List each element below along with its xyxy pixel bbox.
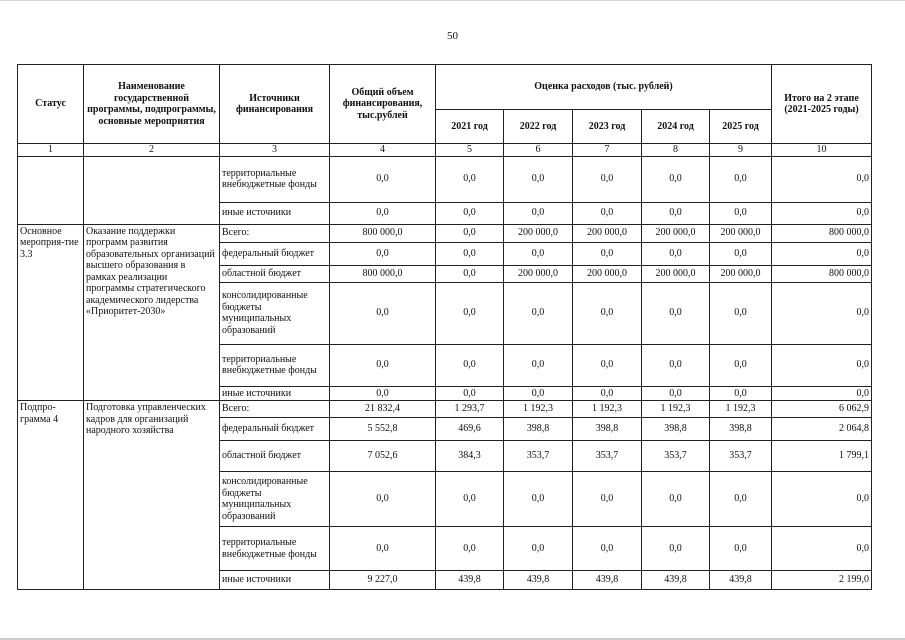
column-number: 7 [573, 144, 642, 157]
column-number: 2 [84, 144, 220, 157]
header-status: Статус [18, 65, 84, 144]
cell-stage-total: 0,0 [772, 344, 872, 386]
cell-year-value: 0,0 [573, 527, 642, 571]
header-stage-total: Итого на 2 этапе (2021-2025 годы) [772, 65, 872, 144]
cell-year-value: 0,0 [642, 242, 710, 265]
cell-year-value: 439,8 [642, 571, 710, 590]
cell-year-value: 1 192,3 [642, 401, 710, 418]
header-year: 2022 год [504, 110, 573, 144]
cell-source: иные источники [220, 202, 330, 224]
cell-year-value: 0,0 [436, 242, 504, 265]
column-number: 1 [18, 144, 84, 157]
header-year: 2025 год [710, 110, 772, 144]
cell-total: 800 000,0 [330, 265, 436, 282]
cell-status: Подпро-грамма 4 [18, 401, 84, 590]
cell-source: территориальные внебюджетные фонды [220, 344, 330, 386]
cell-year-value: 0,0 [573, 472, 642, 527]
cell-year-value: 398,8 [504, 418, 573, 441]
cell-year-value: 439,8 [710, 571, 772, 590]
cell-year-value: 0,0 [436, 527, 504, 571]
cell-year-value: 1 192,3 [573, 401, 642, 418]
cell-year-value: 0,0 [710, 344, 772, 386]
cell-year-value: 1 293,7 [436, 401, 504, 418]
cell-total: 0,0 [330, 386, 436, 401]
cell-year-value: 353,7 [504, 441, 573, 472]
cell-total: 0,0 [330, 344, 436, 386]
cell-source: иные источники [220, 386, 330, 401]
cell-year-value: 200 000,0 [710, 224, 772, 242]
cell-total: 0,0 [330, 242, 436, 265]
header-year: 2023 год [573, 110, 642, 144]
header-estimate: Оценка расходов (тыс. рублей) [436, 65, 772, 110]
cell-total: 7 052,6 [330, 441, 436, 472]
cell-stage-total: 0,0 [772, 527, 872, 571]
cell-stage-total: 0,0 [772, 242, 872, 265]
cell-stage-total: 0,0 [772, 202, 872, 224]
cell-year-value: 469,6 [436, 418, 504, 441]
column-number: 10 [772, 144, 872, 157]
column-number: 3 [220, 144, 330, 157]
column-number: 9 [710, 144, 772, 157]
cell-year-value: 200 000,0 [504, 265, 573, 282]
cell-year-value: 0,0 [573, 242, 642, 265]
cell-year-value: 0,0 [642, 386, 710, 401]
cell-year-value: 0,0 [573, 202, 642, 224]
table-row [18, 401, 872, 418]
column-number: 5 [436, 144, 504, 157]
scan-top-edge [0, 0, 905, 1]
cell-source: иные источники [220, 571, 330, 590]
cell-stage-total: 1 799,1 [772, 441, 872, 472]
table-row [18, 156, 872, 202]
cell-year-value: 0,0 [710, 242, 772, 265]
cell-year-value: 353,7 [642, 441, 710, 472]
cell-year-value: 0,0 [710, 156, 772, 202]
header-year: 2021 год [436, 110, 504, 144]
cell-year-value: 0,0 [710, 202, 772, 224]
cell-year-value: 439,8 [573, 571, 642, 590]
cell-year-value: 0,0 [504, 282, 573, 344]
cell-year-value: 200 000,0 [642, 265, 710, 282]
cell-source: территориальные внебюджетные фонды [220, 156, 330, 202]
budget-table [17, 64, 872, 590]
cell-program-name [84, 156, 220, 224]
cell-year-value: 0,0 [436, 156, 504, 202]
header-year: 2024 год [642, 110, 710, 144]
cell-year-value: 439,8 [504, 571, 573, 590]
cell-year-value: 0,0 [504, 344, 573, 386]
column-number: 6 [504, 144, 573, 157]
cell-source: федеральный бюджет [220, 418, 330, 441]
cell-status [18, 156, 84, 224]
cell-program-name: Оказание поддержки программ развития образовательных организаций высшего образования в рамках реализации программы стратегического академического лидерства «Приоритет-2030» [84, 224, 220, 401]
cell-year-value: 200 000,0 [504, 224, 573, 242]
cell-source: консолидированные бюджеты муниципальных образований [220, 282, 330, 344]
cell-year-value: 398,8 [573, 418, 642, 441]
column-number: 4 [330, 144, 436, 157]
cell-year-value: 0,0 [504, 242, 573, 265]
cell-total: 800 000,0 [330, 224, 436, 242]
cell-source: консолидированные бюджеты муниципальных образований [220, 472, 330, 527]
cell-total: 21 832,4 [330, 401, 436, 418]
cell-year-value: 200 000,0 [642, 224, 710, 242]
cell-year-value: 0,0 [642, 527, 710, 571]
cell-year-value: 0,0 [436, 202, 504, 224]
cell-stage-total: 6 062,9 [772, 401, 872, 418]
cell-year-value: 0,0 [573, 282, 642, 344]
cell-year-value: 0,0 [642, 344, 710, 386]
cell-year-value: 200 000,0 [573, 224, 642, 242]
cell-year-value: 439,8 [436, 571, 504, 590]
cell-year-value: 0,0 [504, 156, 573, 202]
cell-year-value: 0,0 [642, 202, 710, 224]
header-name: Наименование государственной программы, подпрограммы, основные мероприятия [84, 65, 220, 144]
cell-year-value: 353,7 [710, 441, 772, 472]
cell-year-value: 0,0 [710, 472, 772, 527]
cell-total: 5 552,8 [330, 418, 436, 441]
cell-year-value: 0,0 [436, 224, 504, 242]
cell-source: областной бюджет [220, 265, 330, 282]
cell-year-value: 0,0 [573, 386, 642, 401]
cell-year-value: 1 192,3 [504, 401, 573, 418]
cell-year-value: 0,0 [436, 472, 504, 527]
cell-stage-total: 0,0 [772, 386, 872, 401]
cell-year-value: 0,0 [573, 344, 642, 386]
cell-total: 0,0 [330, 527, 436, 571]
cell-source: Всего: [220, 224, 330, 242]
cell-year-value: 0,0 [642, 472, 710, 527]
cell-year-value: 0,0 [504, 527, 573, 571]
header-sources: Источники финансирования [220, 65, 330, 144]
cell-total: 0,0 [330, 202, 436, 224]
cell-stage-total: 2 199,0 [772, 571, 872, 590]
cell-status: Основное мероприя-тие 3.3 [18, 224, 84, 401]
cell-stage-total: 800 000,0 [772, 224, 872, 242]
cell-year-value: 0,0 [504, 386, 573, 401]
cell-year-value: 0,0 [436, 344, 504, 386]
table-row [18, 224, 872, 242]
cell-program-name: Подготовка управленческих кадров для организаций народного хозяйства [84, 401, 220, 590]
cell-year-value: 0,0 [642, 282, 710, 344]
cell-source: Всего: [220, 401, 330, 418]
cell-year-value: 353,7 [573, 441, 642, 472]
cell-source: федеральный бюджет [220, 242, 330, 265]
cell-stage-total: 0,0 [772, 156, 872, 202]
cell-year-value: 200 000,0 [710, 265, 772, 282]
cell-total: 0,0 [330, 472, 436, 527]
cell-year-value: 200 000,0 [573, 265, 642, 282]
cell-year-value: 1 192,3 [710, 401, 772, 418]
cell-year-value: 0,0 [710, 282, 772, 344]
cell-stage-total: 800 000,0 [772, 265, 872, 282]
cell-year-value: 398,8 [710, 418, 772, 441]
cell-stage-total: 2 064,8 [772, 418, 872, 441]
cell-year-value: 0,0 [642, 156, 710, 202]
page-number: 50 [447, 30, 458, 42]
column-number: 8 [642, 144, 710, 157]
cell-year-value: 0,0 [504, 472, 573, 527]
cell-year-value: 0,0 [436, 265, 504, 282]
cell-total: 9 227,0 [330, 571, 436, 590]
cell-year-value: 0,0 [504, 202, 573, 224]
table-body [18, 156, 872, 590]
cell-year-value: 0,0 [436, 386, 504, 401]
cell-year-value: 384,3 [436, 441, 504, 472]
cell-year-value: 398,8 [642, 418, 710, 441]
cell-year-value: 0,0 [710, 386, 772, 401]
cell-stage-total: 0,0 [772, 282, 872, 344]
cell-year-value: 0,0 [710, 527, 772, 571]
cell-year-value: 0,0 [436, 282, 504, 344]
cell-stage-total: 0,0 [772, 472, 872, 527]
cell-source: областной бюджет [220, 441, 330, 472]
cell-year-value: 0,0 [573, 156, 642, 202]
cell-source: территориальные внебюджетные фонды [220, 527, 330, 571]
cell-total: 0,0 [330, 282, 436, 344]
header-total-volume: Общий объем финансирования, тыс.рублей [330, 65, 436, 144]
cell-total: 0,0 [330, 156, 436, 202]
